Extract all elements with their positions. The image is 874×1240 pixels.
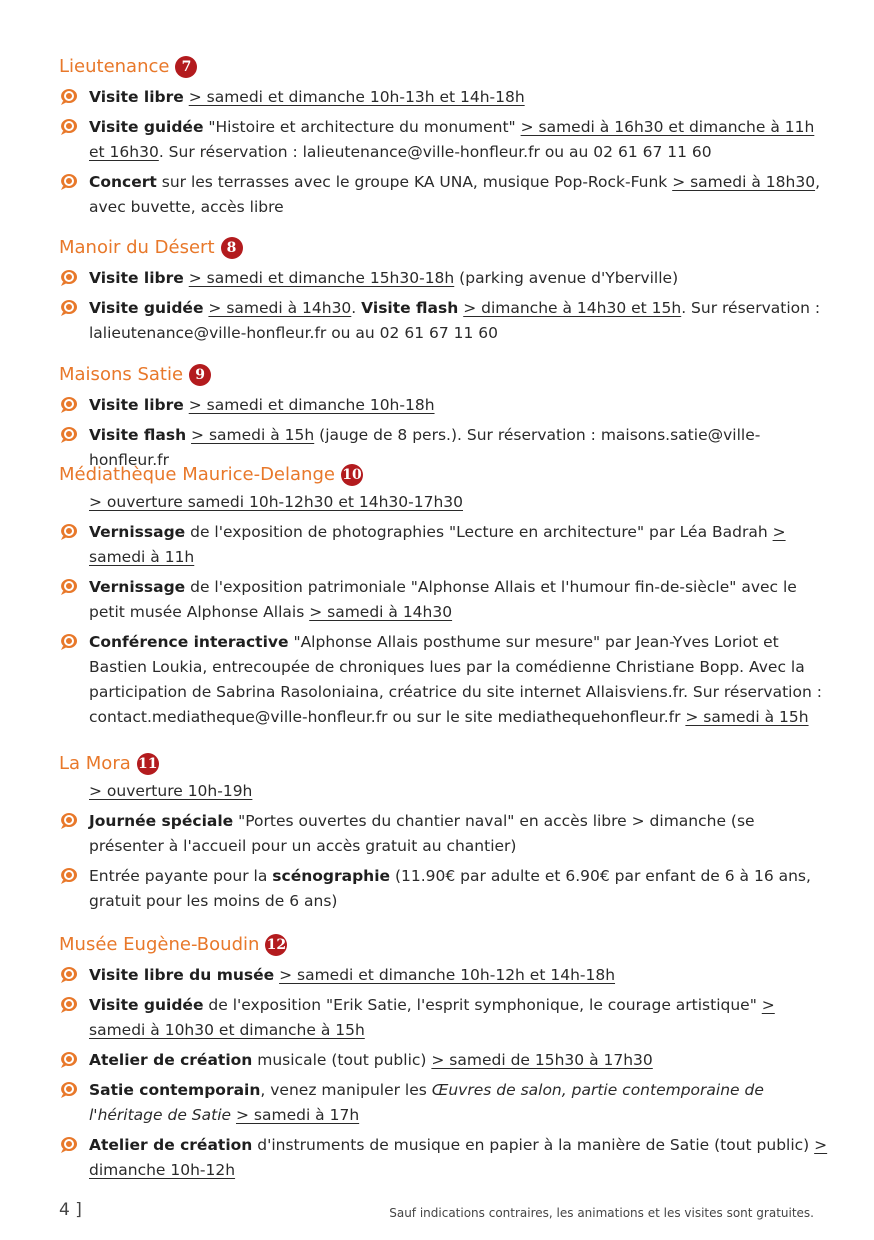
event-schedule: > samedi à 14h30 <box>208 299 352 317</box>
section-title-text: Musée Eugène-Boudin <box>59 934 260 955</box>
location-number-badge: 8 <box>221 237 243 259</box>
opening-hours <box>59 779 829 804</box>
speech-bubble-icon <box>59 578 79 596</box>
location-number-badge: 10 <box>341 464 363 486</box>
event-item <box>59 520 829 570</box>
speech-bubble-icon <box>59 299 79 317</box>
event-item <box>59 296 829 346</box>
event-schedule: > samedi à 18h30 <box>672 173 816 191</box>
opening-hours-text: > ouverture 10h-19h <box>89 782 253 800</box>
speech-bubble-icon <box>59 269 79 287</box>
location-number-badge: 12 <box>265 934 287 956</box>
event-description: musicale (tout public) <box>252 1051 432 1069</box>
event-item <box>59 393 829 418</box>
event-description: d'instruments de musique en papier à la manière de Satie (tout public) <box>252 1136 815 1154</box>
event-name: Visite libre du musée <box>89 966 275 984</box>
event-schedule: > samedi à 16h30 et dimanche à 11h et 16h30 <box>89 118 815 161</box>
section-lieutenance <box>59 54 829 220</box>
event-item <box>59 266 829 291</box>
section-title-text: Lieutenance <box>59 56 170 77</box>
event-name: Atelier de création <box>89 1051 253 1069</box>
event-schedule: > samedi et dimanche 15h30-18h <box>188 269 455 287</box>
event-item <box>59 1048 829 1073</box>
section-maisons-satie <box>59 362 829 473</box>
section-title-text: Maisons Satie <box>59 364 184 385</box>
event-description: "Histoire et architecture du monument" <box>203 118 521 136</box>
event-schedule: > samedi à 15h <box>191 426 315 444</box>
speech-bubble-icon <box>59 523 79 541</box>
event-details: (parking avenue d'Yberville) <box>454 269 679 287</box>
section-title <box>59 235 829 261</box>
event-name: Atelier de création <box>89 1136 253 1154</box>
event-name: Visite guidée <box>89 118 204 136</box>
event-name: Satie contemporain <box>89 1081 261 1099</box>
event-item <box>59 963 829 988</box>
event-item <box>59 630 829 730</box>
speech-bubble-icon <box>59 633 79 651</box>
event-details: , avec buvette, accès libre <box>89 173 821 216</box>
section-title-text: La Mora <box>59 753 131 774</box>
section-musee-eugene-boudin <box>59 932 829 1183</box>
separator: . <box>351 299 362 317</box>
event-description: de l'exposition de photographies "Lecture en architecture" par Léa Badrah <box>185 523 773 541</box>
event-item <box>59 993 829 1043</box>
event-description: "Portes ouvertes du chantier naval" en accès libre > dimanche (se présenter à l'accueil pour un accès gratuit au chantier) <box>89 812 755 855</box>
event-schedule: > samedi à 10h30 et dimanche à 15h <box>89 996 775 1039</box>
event-name: Vernissage <box>89 523 186 541</box>
event-description: de l'exposition "Erik Satie, l'esprit symphonique, le courage artistique" <box>203 996 762 1014</box>
event-item <box>59 864 829 914</box>
event-item <box>59 170 829 220</box>
event-schedule: > samedi et dimanche 10h-12h et 14h-18h <box>279 966 616 984</box>
speech-bubble-icon <box>59 812 79 830</box>
event-booking: . Sur réservation : lalieutenance@ville-honfleur.fr ou au 02 61 67 11 60 <box>158 143 712 161</box>
event-name: Visite guidée <box>89 299 204 317</box>
event-item <box>59 575 829 625</box>
location-number-badge: 11 <box>137 753 159 775</box>
event-item <box>59 115 829 165</box>
event-name: Visite flash <box>89 426 187 444</box>
event-description: , venez manipuler les <box>260 1081 432 1099</box>
section-la-mora <box>59 751 829 914</box>
speech-bubble-icon <box>59 1051 79 1069</box>
event-schedule: > samedi à 14h30 <box>309 603 453 621</box>
event-name: Concert <box>89 173 157 191</box>
speech-bubble-icon <box>59 1136 79 1154</box>
location-number-badge: 7 <box>175 56 197 78</box>
event-schedule: > samedi et dimanche 10h-18h <box>188 396 435 414</box>
footer-note: Sauf indications contraires, les animations et les visites sont gratuites. <box>389 1206 814 1220</box>
event-description: "Alphonse Allais posthume sur mesure" par Jean-Yves Loriot et Bastien Loukia, entrecoupée de chroniques lues par la comédienne Christiane Bopp. Avec la participation de Sabrina Rasoloniaina, créatrice du site internet Allaisviens.fr. Sur réservation : contact.mediatheque@ville-honfleur.fr ou sur le site mediathequehonfleur.fr <box>89 633 822 726</box>
speech-bubble-icon <box>59 173 79 191</box>
event-name: scénographie <box>272 867 391 885</box>
section-title <box>59 932 829 958</box>
event-description: sur les terrasses avec le groupe KA UNA, musique Pop-Rock-Funk <box>156 173 673 191</box>
speech-bubble-icon <box>59 867 79 885</box>
event-schedule: > dimanche 10h-12h <box>89 1136 828 1179</box>
event-schedule: > samedi à 17h <box>235 1106 360 1124</box>
event-schedule: > samedi et dimanche 10h-13h et 14h-18h <box>188 88 525 106</box>
section-title-text: Médiathèque Maurice-Delange <box>59 464 335 485</box>
section-title <box>59 362 829 388</box>
work-title: Œuvres de salon, partie contemporaine de l'héritage de Satie <box>89 1081 764 1124</box>
event-schedule: > samedi à 15h <box>685 708 809 726</box>
speech-bubble-icon <box>59 118 79 136</box>
event-pricing: (11.90€ par adulte et 6.90€ par enfant de 6 à 16 ans, gratuit pour les moins de 6 ans) <box>89 867 811 910</box>
event-item <box>59 1078 829 1128</box>
event-name: Conférence interactive <box>89 633 289 651</box>
event-name: Visite flash <box>361 299 459 317</box>
section-title <box>59 462 829 488</box>
event-name: Visite guidée <box>89 996 204 1014</box>
location-number-badge: 9 <box>189 364 211 386</box>
speech-bubble-icon <box>59 426 79 444</box>
event-booking: (jauge de 8 pers.). Sur réservation : maisons.satie@ville-honfleur.fr <box>89 426 761 469</box>
event-name: Vernissage <box>89 578 186 596</box>
opening-hours-text: > ouverture samedi 10h-12h30 et 14h30-17h30 <box>89 493 463 511</box>
section-title-text: Manoir du Désert <box>59 237 215 258</box>
speech-bubble-icon <box>59 996 79 1014</box>
event-description: de l'exposition patrimoniale "Alphonse Allais et l'humour fin-de-siècle" avec le petit musée Alphonse Allais <box>89 578 797 621</box>
speech-bubble-icon <box>59 88 79 106</box>
event-description: Entrée payante pour la <box>89 867 273 885</box>
section-mediatheque <box>59 462 829 730</box>
event-schedule: > samedi de 15h30 à 17h30 <box>431 1051 653 1069</box>
speech-bubble-icon <box>59 1081 79 1099</box>
speech-bubble-icon <box>59 396 79 414</box>
page-number: 4 ] <box>59 1200 82 1220</box>
section-title <box>59 54 829 80</box>
event-name: Visite libre <box>89 396 184 414</box>
event-schedule: > samedi à 11h <box>89 523 786 566</box>
event-booking: . Sur réservation : lalieutenance@ville-honfleur.fr ou au 02 61 67 11 60 <box>89 299 821 342</box>
speech-bubble-icon <box>59 966 79 984</box>
section-manoir-du-desert <box>59 235 829 346</box>
opening-hours <box>59 490 829 515</box>
event-name: Visite libre <box>89 269 184 287</box>
event-name: Journée spéciale <box>89 812 234 830</box>
event-item <box>59 809 829 859</box>
event-item <box>59 1133 829 1183</box>
event-item <box>59 85 829 110</box>
event-name: Visite libre <box>89 88 184 106</box>
event-schedule: > dimanche à 14h30 et 15h <box>463 299 682 317</box>
section-title <box>59 751 829 777</box>
